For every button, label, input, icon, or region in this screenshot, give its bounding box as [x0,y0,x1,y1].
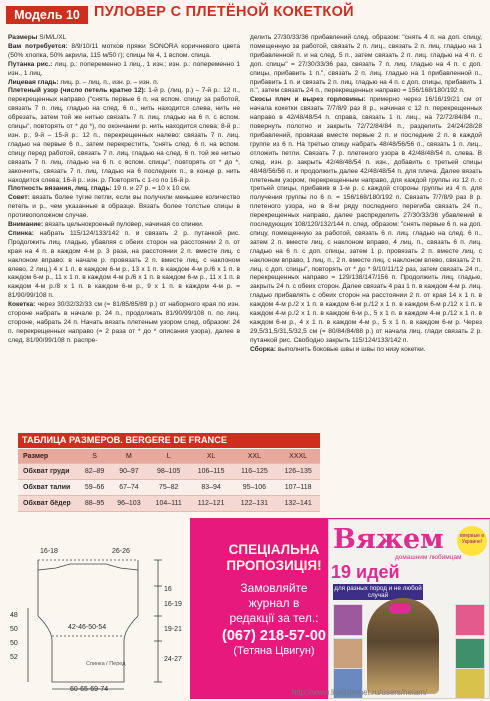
instruction-text: лиц. р. – лиц. п., изн. р. – изн. п. [58,78,159,86]
pattern-title: ПУЛОВЕР С ПЛЕТЁНОЙ КОКЕТКОЙ [94,4,354,20]
model-number-badge: Модель 10 [6,6,88,24]
promo-line: редакції за тел.: [229,611,319,625]
knit-swatch-icon [455,668,485,699]
instruction-text: S/M/L/XL [37,34,67,41]
size-header-cell: XXL [233,449,277,464]
size-header-cell: L [148,449,190,464]
promo-heading: СПЕЦІАЛЬНА [228,542,320,557]
row-label: Обхват талии [18,480,79,496]
size-header-cell: S [79,449,110,464]
instruction-term: Вам потребуется: [8,42,68,50]
size-table-header-row [18,449,320,464]
instruction-paragraph [8,185,240,194]
schematic-label: 24-27 [164,656,182,663]
table-cell: 104–111 [148,496,190,512]
knit-swatch-icon [455,604,485,636]
size-table-title: ТАБЛИЦА РАЗМЕРОВ. BERGERE DE FRANCE [18,433,320,448]
instruction-text: выполнить боковые швы и швы по низу кокетки. [275,345,426,353]
instruction-term: Спинка: [8,229,34,237]
schematic-drawing [8,546,184,696]
size-header-cell: XXXL [276,449,320,464]
size-header-cell: M [110,449,147,464]
instruction-term: Размеры [8,34,38,41]
instruction-term: Путанка рис.: [8,60,53,68]
instruction-text: делить 27/30/33/36 прибавлений след. образом: "снять 4 п. на доп. спицу, помещенную за работой, связать 2 п. лиц., связать 2 п. лиц. гладью на 1 прибавленной п. и на след. 5 п., затем связать 2 п. лиц. гладью на 4 п. с доп. спицы" = 27/30/33/36 раз, связать 7 п. лиц. гладью на 4 п. с доп. спицы, прибавить 1 п.", связать 2 п. лиц. гладью на 1 прибавленной п., прибавить 1 п. и связать 2 п. лиц. гладью на 4 п. с доп. спицы, прибавить 1 п.", затем связать 24 п., перекрещенных направо = 156/168/180/192 п. [250,34,482,95]
schematic-label: 60-65-69-74 [70,686,109,693]
row-label: Обхват бёдер [18,496,79,512]
table-cell: 126–135 [276,464,320,480]
size-table [18,433,320,525]
page-header [0,0,490,26]
instruction-paragraph [250,34,482,96]
table-cell: 88–95 [79,496,110,512]
promo-line: Замовляйте [240,581,308,595]
instruction-paragraph [8,87,240,185]
bow-icon [389,604,411,614]
schematic-label: 52 [10,654,18,661]
instructions-left-column [8,34,240,346]
instruction-text: 8/9/10/11 мотков пряжи SONORA коричневого цвета (50% хлопка, 50% акрила, 115 м/50 г); спицы № 4, 1 вспом. спица. [8,42,240,59]
instruction-text: через 30/32/32/33 см (= 81/85/85/89 р.) от наборного края по изн. стороне набрать в начале р. 24 п., продолжать 81/90/99/108 п. по лиц. стороне, набрать 24 п. Начать вязать плетеным узором след. образом: 24 п. перекрещенных направо (= 2 раза от * до * описания узора), далее в след. 81/90/99/108 п. распре- [8,301,240,344]
table-cell: 106–115 [190,464,233,480]
instruction-text: 19 п. и 27 р. = 10 х 10 см. [111,185,191,193]
subscription-promo [190,518,490,699]
instruction-term: Плотность вязания, лиц. гладь: [8,185,112,193]
sweater-schematic [8,546,184,696]
table-cell: 122–131 [233,496,277,512]
instructions-right-column [250,34,482,355]
schematic-caption: Спинка / Перед [86,661,126,667]
instruction-text: 1-й р. (лиц. р.) – 7-й р.: 12 п., перекрещенных направо ("снять первые 6 п. на вспом. спицу за работой, связать 7 п. лиц. гладью на след. 6 п., нить находится слева, нить не обрезать, затем той же нитью связать 7 п. лиц. гладью на 6 п. с вспом. спицы", повторять от * до *), по окончании р. нить находится слева; 8-й р.: изн. р.; 9-й – 15-й р.: 12 п., перекрещенных налево: связать 7 п. лиц. гладью на первые 6 п., затем перекрестить, "снять след. 6 п. на вспом. спицу перед работой, связать 7 п. лиц. гладью на след. 6 п. той же нитью связать 7 п. лиц. гладью на 6 п. с вспом. спицы", повторять от * до *, закончить, связать 7 п. лиц. гладью на 6 последних п., в конце р. нить находится слева; 16-й р.: изн. р. Повторять с 1-го по 16-й р. [8,87,240,184]
schematic-label: 16-19 [164,601,182,608]
instruction-text: набрать 115/124/133/142 п. и связать 2 р. путанкой рис. Продолжить лиц. гладью, убавляя с обеих сторон на расстоянии 2 п. от края на 4 п. в каждом 4-м р. 3 раза, на расстоянии 2 п. вместе лиц. с наклоном вправо: в начале р. провязать 2 п. вместе лиц. с наклоном влево, 2 лиц.) 4 х 1 п. в каждом 6-м р., 13 х 1 п. в каждом 4-м р./6 х 1 п. в каждом 6-м р., 11 х 1 п. в каждом 4-м р./6 х 1 п. в каждом 6-м р., 11 х 1 п. в каждом 4-м р./8 х 1 п. в каждом 6-м р., 9 х 1 п. в каждом 4-м р. = 81/90/99/108 п. [8,229,240,300]
table-row [18,480,320,496]
instruction-paragraph [8,301,240,346]
instruction-term: Лицевая гладь: [8,78,59,86]
instruction-term: Плетеный узор (число петель кратно 12): [8,87,146,95]
instruction-term: Сборка: [250,345,276,353]
table-row [18,464,320,480]
table-cell: 90–97 [110,464,147,480]
table-cell: 112–121 [190,496,233,512]
magazine-title: Вяжем [333,524,444,555]
schematic-label: 16-18 [40,548,58,555]
promo-heading: ПРОПОЗИЦІЯ! [226,558,322,573]
size-header-cell: XL [190,449,233,464]
size-header-cell: Размер [18,449,79,464]
instruction-paragraph [8,230,240,301]
table-cell: 83–94 [190,480,233,496]
table-cell: 75–82 [148,480,190,496]
table-cell: 67–74 [110,480,147,496]
instruction-text: примерно через 16/16/19/21 см от начала кокетки связать 7/7/8/9 раз 8 р., начиная с 12 п. перекрещенных направо в 42/48/48/54 п. справа, связать 1 п. лиц., на 72/72/84/84 п., повернуть полотно и закрыть 72/72/84/84 п., разделить 24/24/28/28 прибавлений, провязав вместе первые 2 п. и последние 2 п. в каждой группе из 6 п. На третью спицу набрать 48/48/56/56 п., связать 1 п. лиц., отложить петли. Связать 7 р. плетеного узора в 42/48/48/54 п. слева. В след. изн. р. закрыть 42/48/48/54 п. изн., добавить с третьей спицы 48/48/56/56 п. и продолжить далее 42/48/48/54 п. для плеча. Далее вязать плетеным узором, перекрещенным направо, для каждой группы из 12 п. с третьей спицы, прибавив в 1-м р. с каждой стороны группы из 4 п. для получения группы по 6 п. = 156/168/180/192 п. Связать 7/7/8/9 раз 8 р. плетеного узора, но в 8-м ряду последнего перегиба связать 24 п., перекрещенных направо, далее распределить 27/30/33/36 убавлений в последующих 108/120/132/144 п. след. образом: "снять первые 6 п. на доп. спицу, помещенную за работой, связать 6 п. лиц. гладью на след. 6 п., затем 2 п. вместе лиц. с наклоном вправо, 4 лиц. п., связать 6 п. лиц. гладью на 6 п. с доп. спицы, затем 1 р. провязать 2 п. вместе лиц. с наклоном вправо, 1 лиц. п., 2 п. вместе лиц. с наклоном влево, связать 2 п. лиц. с доп. спицы", повторять от * до * 9/10/11/12 раз, затем связать 24 п., перекрещенных направо = 129/138/147/156 п. Продолжить лиц. гладью, закрыть 24 п. с обеих сторон. Далее связать 4 раз 1 п. в каждом 4-м р. лиц. гладью прибавлять с обеих сторон на расстоянии 2 п. от края 14 х 1 п. в каждом 4-м р./2 х 1 п. в каждом 6-м р./12 х 1 п. в каждом 6-м р./12 х 1 п. в каждом 4-м р./2 х 1 п. в каждом 6-м р., 5 х 1 п. в каждом 4-м р./12 х 1 п. в каждом 6-м р., 4 х 1 п. в каждом 4-м р., 5 х 1 п. в каждом 6-м р. Через 29,5/31,5/31,5/32,5 см (= 80/84/84/88 р.) от начала лиц. глади связать 2 р. путанкой рис. Свободно закрыть 115/124/133/142 п. [250,96,482,344]
table-cell: 98–105 [148,464,190,480]
magazine-subtitle: домашним любимцам [395,554,462,561]
table-row [18,496,320,512]
table-cell: 96–103 [110,496,147,512]
magazine-cover [328,519,490,699]
instruction-paragraph [8,43,240,61]
promo-contact-name: (Тетяна Цвигун) [233,645,315,657]
schematic-label: 16 [164,586,172,593]
magazine-badge: впервые в Украине! [457,526,487,556]
instruction-term: Совет: [8,194,30,202]
schematic-label: 19-21 [164,626,182,633]
source-watermark: http://www.liveinternet.ru/users/helam/ [292,688,428,697]
promo-phone[interactable]: (067) 218-57-00 [222,628,326,644]
instruction-paragraph [8,221,240,230]
table-cell: 107–118 [276,480,320,496]
instruction-text: вязать цельнокроеный пуловер, начиная со спинки. [43,221,204,229]
magazine-ideas: 19 идей [331,562,400,582]
magazine-ideas-caption: для разных пород и не любой случай [334,585,422,599]
instruction-term: Внимание: [8,221,44,229]
knit-swatch-icon [333,638,363,670]
knit-swatch-icon [333,604,363,636]
promo-text-block [204,542,344,657]
instruction-text: лиц. р.: попеременно 1 лиц., 1 изн.; изн. р.: попеременно 1 изн., 1 лиц. [8,60,240,77]
instruction-term: Скосы плеч и вырез горловины: [250,96,366,104]
table-cell: 59–66 [79,480,110,496]
table-cell: 132–141 [276,496,320,512]
schematic-label: 42-46-50-54 [68,624,107,631]
schematic-label: 26-26 [112,548,130,555]
instruction-paragraph [8,194,240,221]
schematic-label: 50 [10,626,18,633]
knit-swatch-icon [455,638,485,670]
instruction-paragraph [250,96,482,345]
instruction-paragraph [250,346,482,355]
instruction-paragraph [8,61,240,79]
instruction-paragraph [8,34,240,43]
schematic-label: 50 [10,640,18,647]
schematic-label: 48 [10,612,18,619]
table-cell: 82–89 [79,464,110,480]
instruction-term: Кокетка: [8,301,36,309]
table-cell: 95–106 [233,480,277,496]
table-cell: 116–125 [233,464,277,480]
size-table-grid [18,449,320,512]
instruction-text: вязать более тугие петли, если вы получили меньшее количество петель и р., чем указанные в образце. Вязать более толстые спицы в противоположном случае. [8,194,240,220]
row-label: Обхват груди [18,464,79,480]
promo-line: журнал в [248,596,300,610]
